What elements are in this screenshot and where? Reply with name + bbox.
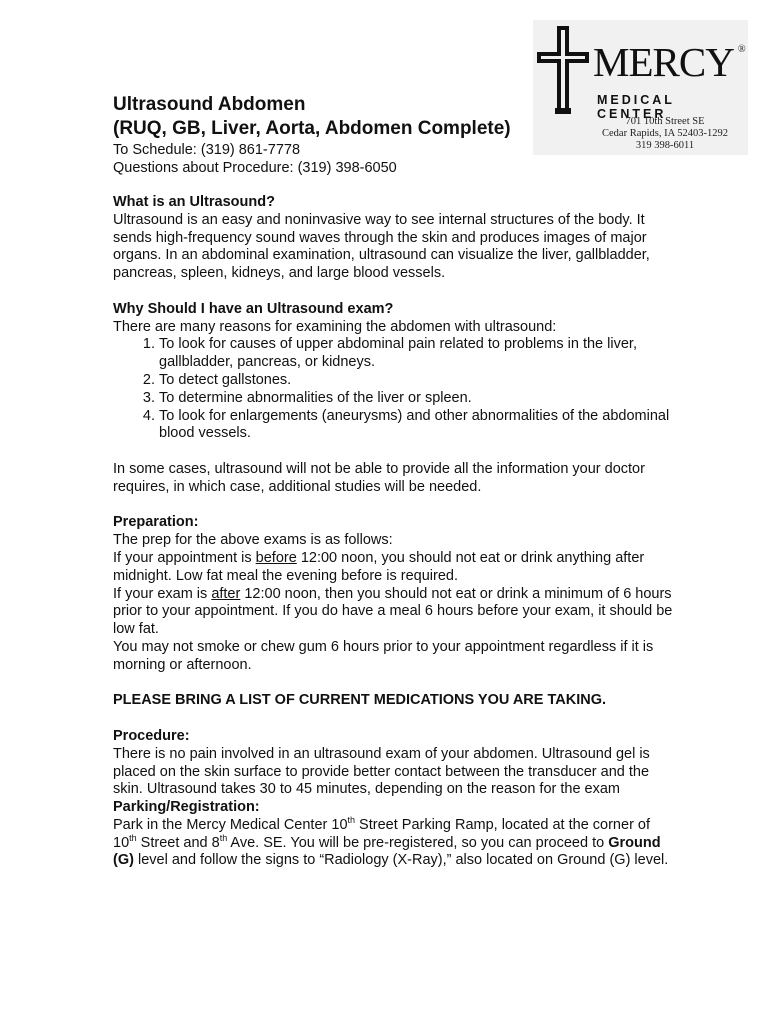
- logo-brand: MERCY: [593, 39, 734, 85]
- after-emphasis: after: [211, 585, 241, 602]
- what-heading: What is an Ultrasound?: [113, 194, 275, 210]
- cross-icon: [533, 24, 595, 116]
- parking-body: Park in the Mercy Medical Center 10th Street Parking Ramp, located at the corner of 10th Street and 8th Ave. SE. You will be pre-registered, so you can proceed to Ground (G) level and follow the signs to “Radiology (X-Ray),” also located on Ground (G) level.: [113, 815, 669, 869]
- list-item: 3. To determine abnormalities of the liver or spleen.: [159, 390, 673, 408]
- prep-after: If your exam is after 12:00 noon, then you should not eat or drink a minimum of 6 hours prior to your appointment. If you do have a meal 6 hours before your exam, it should be low fat.: [113, 585, 673, 638]
- address-phone: 319 398-6011: [635, 140, 695, 151]
- reasons-list: [113, 336, 673, 443]
- questions-phone: Questions about Procedure: (319) 398-6050: [113, 160, 397, 176]
- address-city: Cedar Rapids, IA 52403-1292: [602, 128, 728, 139]
- prep-intro: The prep for the above exams is as follows:: [113, 532, 393, 549]
- parking-heading: Parking/Registration:: [113, 799, 260, 816]
- logo-address: [595, 116, 735, 152]
- prep-before: If your appointment is before 12:00 noon, you should not eat or drink anything after midnight. Low fat meal the evening before is required.: [113, 549, 645, 584]
- procedure-body: There is no pain involved in an ultrasound exam of your abdomen. Ultrasound gel is placed on the skin surface to provide better contact between the transducer and the skin. Ultrasound takes 30 to 45 minutes, depending on the reason for the exam: [113, 745, 650, 798]
- why-heading: Why Should I have an Ultrasound exam?: [113, 300, 394, 317]
- prep-heading: Preparation:: [113, 514, 199, 531]
- page-title: Ultrasound Abdomen: [113, 94, 306, 115]
- document-body: [113, 194, 673, 870]
- list-item: 4. To look for enlargements (aneurysms) and other abnormalities of the abdominal blood vessels.: [159, 408, 673, 444]
- why-note: In some cases, ultrasound will not be able to provide all the information your doctor requires, in which case, additional studies will be needed.: [113, 460, 645, 495]
- mercy-logo: [533, 20, 748, 155]
- schedule-phone: To Schedule: (319) 861-7778: [113, 142, 301, 158]
- procedure-heading: Procedure:: [113, 727, 190, 744]
- what-body: Ultrasound is an easy and noninvasive way to see internal structures of the body. It sends high-frequency sound waves through the skin and produces images of major organs. In an abdominal examination, ultrasound can visualize the liver, gallbladder, pancreas, spleen, kidneys, and large blood vessels.: [113, 211, 650, 282]
- prep-smoke: You may not smoke or chew gum 6 hours prior to your appointment regardless if it is morning or afternoon.: [113, 638, 654, 673]
- page-subtitle: (RUQ, GB, Liver, Aorta, Abdomen Complete): [113, 118, 511, 139]
- before-emphasis: before: [255, 549, 297, 566]
- registered-mark: ®: [738, 44, 746, 55]
- ground-level-emphasis: Ground (G): [113, 834, 661, 869]
- list-item: 2. To detect gallstones.: [159, 372, 673, 390]
- medications-notice: PLEASE BRING A LIST OF CURRENT MEDICATIONS YOU ARE TAKING.: [113, 692, 607, 709]
- why-intro: There are many reasons for examining the abdomen with ultrasound:: [113, 318, 557, 335]
- list-item: 1. To look for causes of upper abdominal pain related to problems in the liver, gallbladder, pancreas, or kidneys.: [159, 336, 673, 372]
- logo-subtitle: MEDICAL CENTER: [597, 93, 675, 121]
- address-street: 701 10th Street SE: [625, 116, 705, 127]
